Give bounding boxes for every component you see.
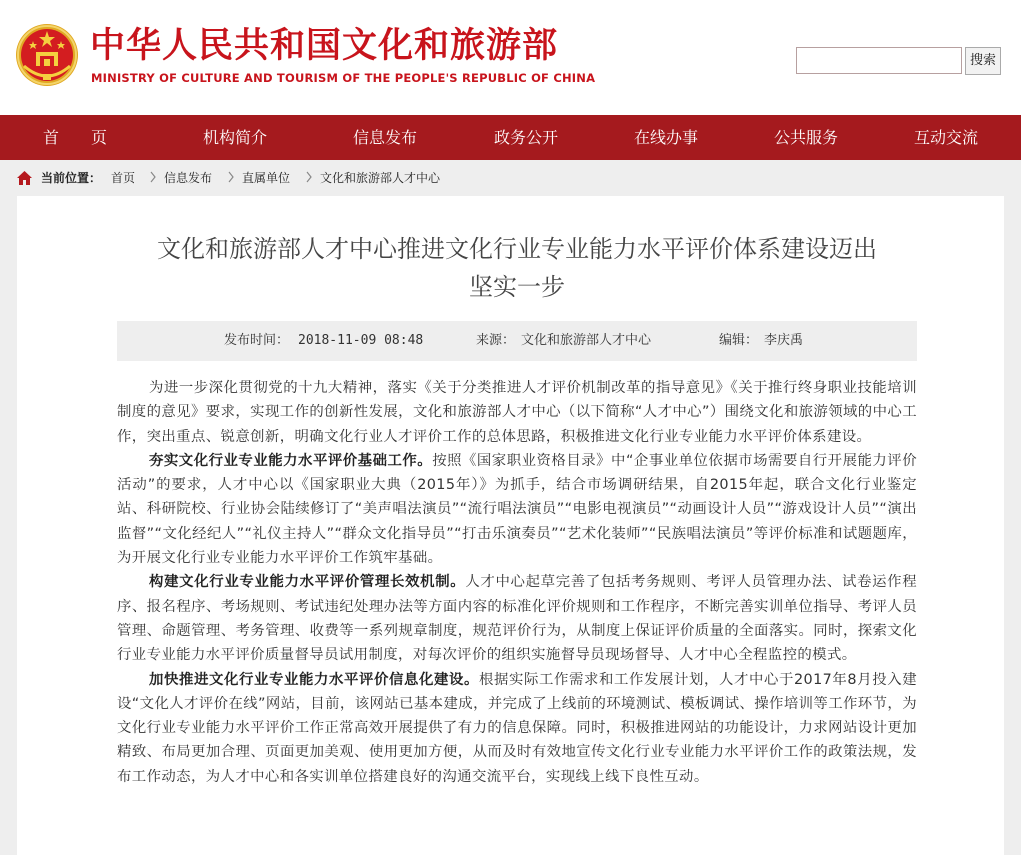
search-input[interactable] <box>796 47 962 74</box>
breadcrumb-item-talent-center[interactable]: 文化和旅游部人才中心 <box>320 171 441 185</box>
article-title <box>117 230 917 306</box>
nav-item-online-services[interactable]: 在线办事 <box>633 128 698 147</box>
site-title-en[interactable]: MINISTRY OF CULTURE AND TOURISM OF THE PEOPLE'S REPUBLIC OF CHINA <box>91 71 596 85</box>
paragraph-text: 为进一步深化贯彻党的十九大精神，落实《关于分类推进人才评价机制改革的指导意见》《关于推行终身职业技能培训制度的意见》要求，实现工作的创新性发展，文化和旅游部人才中心（以下简称“人才中心”）围绕文化和旅游领域的中心工作，突出重点、锐意创新，明确文化行业人才评价工作的总体思路，积极推进文化行业专业能力水平评价体系建设。 <box>117 380 917 445</box>
main-nav <box>0 115 1021 160</box>
breadcrumb-item-home[interactable]: 首页 <box>111 171 136 185</box>
nav-item-home[interactable]: 首 页 <box>42 128 107 147</box>
editor-label: 编辑： <box>719 333 759 348</box>
home-icon <box>16 170 33 186</box>
national-emblem-logo[interactable] <box>14 22 80 88</box>
chevron-right-icon <box>228 171 234 183</box>
site-title-cn[interactable]: 中华人民共和国文化和旅游部 <box>90 26 559 66</box>
nav-item-interaction[interactable]: 互动交流 <box>913 128 978 147</box>
article-paragraph <box>117 376 917 449</box>
paragraph-lead: 加快推进文化行业专业能力水平评价信息化建设。 <box>149 671 479 688</box>
source-label: 来源： <box>476 333 516 348</box>
nav-item-about[interactable]: 机构简介 <box>202 128 267 147</box>
paragraph-text: 人才中心起草完善了包括考务规则、考评人员管理办法、试卷运作程序、报名程序、考场规则、考试违纪处理办法等方面内容的标准化评价规则和工作程序，不断完善实训单位指导、考评人员管理、命题管理、考务管理、收费等一系列规章制度，规范评价行为，从制度上保证评价质量的全面落实。同时，探索文化行业专业能力水平评价质量督导员试用制度，对每次评价的组织实施督导员现场督导、人才中心全程监控的模式。 <box>117 574 917 664</box>
breadcrumb-item-affiliated[interactable]: 直属单位 <box>242 171 291 185</box>
publish-time-label: 发布时间： <box>224 333 290 348</box>
chevron-right-icon <box>150 171 156 183</box>
paragraph-text: 按照《国家职业资格目录》中“企事业单位依据市场需要自行开展能力评价活动”的要求，人才中心以《国家职业大典（2015年）》为抓手，结合市场调研结果，自2015年起，联合文化行业鉴定站、科研院校、行业协会陆续修订了“美声唱法演员”“流行唱法演员”“电影电视演员”“动画设计人员”“游戏设计人员”“演出监督”“文化经纪人”“礼仪主持人”“群众文化指导员”“打击乐演奏员”“艺术化装师”“民族唱法演员”等评价标准和试题题库，为开展文化行业专业能力水平评价工作筑牢基础。 <box>117 452 917 567</box>
paragraph-text: 根据实际工作需求和工作发展计划，人才中心于2017年8月投入建设“文化人才评价在线”网站，目前，该网站已基本建成，并完成了上线前的环境测试、模板调试、操作培训等工作环节，为文化行业专业能力水平评价工作正常高效开展提供了有力的信息保障。同时，积极推进网站的功能设计，力求网站设计更加精致、布局更加合理、页面更加美观、使用更加方便，从而及时有效地宣传文化行业专业能力水平评价工作的政策法规，发布工作动态，为人才中心和各实训单位搭建良好的沟通交流平台，实现线上线下良性互动。 <box>117 671 917 785</box>
editor-value: 李庆禹 <box>764 333 804 348</box>
search-button[interactable]: 搜索 <box>965 47 1001 75</box>
article-paragraph <box>117 570 917 667</box>
article-paragraph <box>117 449 917 570</box>
nav-item-gov-affairs[interactable]: 政务公开 <box>493 128 558 147</box>
source-value: 文化和旅游部人才中心 <box>521 333 652 348</box>
paragraph-lead: 夯实文化行业专业能力水平评价基础工作。 <box>149 452 433 469</box>
article-paragraph <box>117 668 917 789</box>
article-title-line: 文化和旅游部人才中心推进文化行业专业能力水平评价体系建设迈出 <box>157 235 877 263</box>
breadcrumb-label: 当前位置： <box>41 171 102 185</box>
chevron-right-icon <box>306 171 312 183</box>
breadcrumb-item-news[interactable]: 信息发布 <box>164 171 213 185</box>
publish-time: 2018-11-09 08:48 <box>298 333 424 348</box>
article-body <box>117 376 917 789</box>
nav-item-public-services[interactable]: 公共服务 <box>773 128 838 147</box>
nav-item-news[interactable]: 信息发布 <box>352 128 417 147</box>
article-title-line: 坚实一步 <box>469 273 565 301</box>
paragraph-lead: 构建文化行业专业能力水平评价管理长效机制。 <box>149 574 466 591</box>
